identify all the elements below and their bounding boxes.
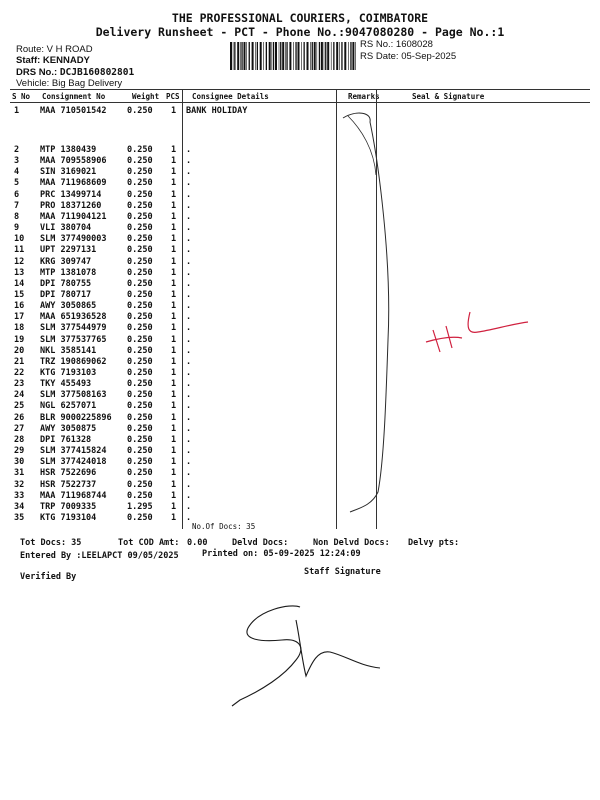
row-weight: 0.250 (127, 278, 153, 289)
row-weight: 0.250 (127, 334, 153, 345)
row-pcs: 1 (171, 390, 177, 401)
row-consignee: . (186, 446, 192, 457)
red-initials-mark (426, 312, 528, 352)
row-weight: 0.250 (127, 234, 153, 245)
row-pcs: 1 (171, 245, 177, 256)
row-consignment: DPI 780755 (40, 278, 92, 289)
drs-value: DCJB160802801 (59, 67, 135, 78)
row-consignment: MTP 1381078 (40, 267, 97, 278)
row-consignee: . (186, 379, 192, 390)
row-consignment: DPI 780717 (40, 289, 92, 300)
row-weight: 0.250 (127, 267, 153, 278)
row-consignment: BLR 9000225896 (40, 412, 112, 423)
row-consignment: NKL 3585141 (40, 345, 97, 356)
row-consignment: SLM 377544979 (40, 323, 107, 334)
row-weight: 0.250 (127, 289, 153, 300)
col-weight: Weight (130, 90, 164, 103)
row-consignee: . (186, 223, 192, 234)
row-consignee: . (186, 267, 192, 278)
row-pcs: 1 (171, 323, 177, 334)
col-remarks: Remarks (346, 90, 390, 103)
row-sno: 33 (14, 490, 25, 501)
row-consignee: . (186, 145, 192, 155)
row-sno: 9 (14, 223, 20, 234)
row-consignee: . (186, 401, 192, 412)
row-pcs: 1 (171, 479, 177, 490)
row-consignment: TKY 455493 (40, 379, 92, 390)
row-weight: 0.250 (127, 457, 153, 468)
row-consignee: . (186, 423, 192, 434)
no-of-docs: No.Of Docs: 35 (192, 522, 256, 531)
row-consignment: KRG 309747 (40, 256, 92, 267)
col-consignee: Consignee Details (190, 90, 346, 103)
row-weight: 0.250 (127, 379, 153, 390)
row-consignee: . (186, 211, 192, 222)
row-sno: 24 (14, 390, 25, 401)
row-sno: 17 (14, 312, 25, 323)
row-sno: 21 (14, 356, 25, 367)
row-weight: 0.250 (127, 211, 153, 222)
row-weight: 0.250 (127, 145, 153, 155)
row-consignee: . (186, 245, 192, 256)
col-consignment: Consignment No (40, 90, 130, 103)
row-sno: 7 (14, 200, 20, 211)
row-consignee: . (186, 457, 192, 468)
row-consignee: . (186, 345, 192, 356)
entered-by: Entered By :LEELAPCT 09/05/2025 (20, 551, 179, 561)
row-pcs: 1 (171, 379, 177, 390)
row-weight: 0.250 (127, 401, 153, 412)
row-consignee: . (186, 356, 192, 367)
row-consignee: . (186, 278, 192, 289)
verified-by: Verified By (20, 572, 77, 582)
vehicle-value: Big Bag Delivery (51, 78, 123, 89)
row-sno: 5 (14, 178, 20, 189)
row-pcs: 1 (171, 178, 177, 189)
row-sno: 11 (14, 245, 25, 256)
row-sno: 12 (14, 256, 25, 267)
row-sno: 28 (14, 434, 25, 445)
row-pcs: 1 (171, 501, 177, 512)
row-consignee: . (186, 189, 192, 200)
row-consignment: SLM 377490003 (40, 234, 107, 245)
row-sno: 31 (14, 468, 25, 479)
row-consignee: . (186, 301, 192, 312)
row-sno: 2 (14, 145, 20, 155)
row-consignment: HSR 7522737 (40, 479, 97, 490)
row-weight: 0.250 (127, 356, 153, 367)
row-sno: 35 (14, 512, 25, 523)
tot-docs: Tot Docs: 35 (20, 538, 82, 548)
row-consignee: . (186, 334, 192, 345)
row-weight: 1.295 (127, 501, 153, 512)
row-consignee: . (186, 256, 192, 267)
row-weight: 0.250 (127, 156, 153, 167)
row-consignment: MAA 711968609 (40, 178, 107, 189)
delvy-pts: Delvy pts: (408, 538, 460, 548)
row-consignment: DPI 761328 (40, 434, 92, 445)
row-consignee: . (186, 512, 192, 523)
row-pcs: 1 (171, 189, 177, 200)
row-weight: 0.250 (127, 368, 153, 378)
rs-no-label: RS No.: (360, 39, 394, 50)
row-pcs: 1 (171, 446, 177, 457)
row-weight: 0.250 (127, 189, 153, 200)
row-consignment: KTG 7193104 (40, 512, 97, 523)
row-consignment: TRP 7009335 (40, 501, 97, 512)
row-pcs: 1 (171, 289, 177, 300)
row-sno: 16 (14, 301, 25, 312)
row-consignee: BANK HOLIDAY (186, 106, 248, 116)
row-sno: 30 (14, 457, 25, 468)
delvd-docs: Delvd Docs: (232, 538, 289, 548)
row-weight: 0.250 (127, 167, 153, 178)
row-weight: 0.250 (127, 312, 153, 323)
row-consignee: . (186, 501, 192, 512)
row-weight: 0.250 (127, 412, 153, 423)
row-weight: 0.250 (127, 178, 153, 189)
row-consignment: HSR 7522696 (40, 468, 97, 479)
row-weight: 0.250 (127, 200, 153, 211)
row-consignee: . (186, 368, 192, 378)
row-consignee: . (186, 167, 192, 178)
row-consignment: MAA 651936528 (40, 312, 107, 323)
row-consignment: VLI 380704 (40, 223, 92, 234)
drs-label: DRS No.: (16, 67, 58, 78)
row-sno: 18 (14, 323, 25, 334)
row-weight: 0.250 (127, 345, 153, 356)
row-weight: 0.250 (127, 490, 153, 501)
printed-on: Printed on: 05-09-2025 12:24:09 (202, 549, 361, 559)
row-consignment: SLM 377424018 (40, 457, 107, 468)
row-pcs: 1 (171, 234, 177, 245)
row-pcs: 1 (171, 256, 177, 267)
row-weight: 0.250 (127, 446, 153, 457)
row-pcs: 1 (171, 356, 177, 367)
row-sno: 34 (14, 501, 25, 512)
row-sno: 8 (14, 211, 20, 222)
row-sno: 26 (14, 412, 25, 423)
row-weight: 0.250 (127, 301, 153, 312)
row-weight: 0.250 (127, 323, 153, 334)
row-consignee: . (186, 323, 192, 334)
row-consignee: . (186, 312, 192, 323)
row-consignee: . (186, 289, 192, 300)
row-sno: 23 (14, 379, 25, 390)
row-sno: 1 (14, 106, 20, 116)
remarks-bracket-inner (348, 116, 376, 175)
row-weight: 0.250 (127, 423, 153, 434)
row-consignee: . (186, 468, 192, 479)
staff-value: KENNADY (42, 55, 90, 66)
row-consignment: TRZ 190869062 (40, 356, 107, 367)
route-label: Route: (16, 44, 44, 55)
row-pcs: 1 (171, 167, 177, 178)
vehicle-label: Vehicle: (16, 78, 50, 89)
row-pcs: 1 (171, 145, 177, 155)
row-consignment: PRO 18371260 (40, 200, 102, 211)
row-sno: 4 (14, 167, 20, 178)
staff-label: Staff: (16, 55, 41, 66)
row-pcs: 1 (171, 312, 177, 323)
row-pcs: 1 (171, 423, 177, 434)
staff-signature-label: Staff Signature (304, 567, 381, 577)
row-sno: 20 (14, 345, 25, 356)
runsheet-subtitle: Delivery Runsheet - PCT - Phone No.:9047080280 - Page No.:1 (95, 25, 505, 39)
row-pcs: 1 (171, 468, 177, 479)
row-sno: 19 (14, 334, 25, 345)
row-consignee: . (186, 479, 192, 490)
row-consignee: . (186, 412, 192, 423)
row-consignee: . (186, 156, 192, 167)
row-pcs: 1 (171, 457, 177, 468)
tot-cod-label: Tot COD Amt: (118, 538, 180, 548)
row-consignment: SLM 377537765 (40, 334, 107, 345)
row-consignee: . (186, 200, 192, 211)
route-value: V H ROAD (46, 44, 93, 55)
col-pcs: PCS (164, 90, 190, 103)
row-weight: 0.250 (127, 390, 153, 401)
row-consignment: MAA 710501542 (40, 106, 107, 116)
col-seal: Seal & Signature (390, 90, 590, 103)
row-pcs: 1 (171, 490, 177, 501)
row-pcs: 1 (171, 334, 177, 345)
row-pcs: 1 (171, 368, 177, 378)
row-pcs: 1 (171, 156, 177, 167)
rs-date-label: RS Date: (360, 51, 399, 62)
row-pcs: 1 (171, 211, 177, 222)
row-sno: 25 (14, 401, 25, 412)
row-pcs: 1 (171, 512, 177, 523)
row-consignment: PRC 13499714 (40, 189, 102, 200)
row-weight: 0.250 (127, 512, 153, 523)
row-weight: 0.250 (127, 256, 153, 267)
row-consignment: KTG 7193103 (40, 368, 97, 378)
row-pcs: 1 (171, 278, 177, 289)
row-consignee: . (186, 178, 192, 189)
row-weight: 0.250 (127, 434, 153, 445)
row-consignee: . (186, 434, 192, 445)
row-consignment: SLM 377415824 (40, 446, 107, 457)
company-title: THE PROFESSIONAL COURIERS, COIMBATORE (171, 11, 429, 25)
row-consignment: AWY 3050875 (40, 423, 97, 434)
row-consignee: . (186, 490, 192, 501)
row-consignment: NGL 6257071 (40, 401, 97, 412)
row-consignee: . (186, 390, 192, 401)
rs-date-value: 05-Sep-2025 (401, 51, 457, 62)
row-consignment: MAA 711904121 (40, 211, 107, 222)
rs-no-value: 1608028 (395, 39, 433, 50)
row-consignment: AWY 3050865 (40, 301, 97, 312)
row-consignment: SIN 3169021 (40, 167, 97, 178)
row-weight: 0.250 (127, 223, 153, 234)
row-pcs: 1 (171, 106, 177, 116)
row-pcs: 1 (171, 200, 177, 211)
remarks-bracket-stroke (343, 113, 389, 512)
tot-cod-value: 0.00 (187, 538, 208, 548)
non-delvd-docs: Non Delvd Docs: (313, 538, 390, 548)
row-sno: 13 (14, 267, 25, 278)
row-pcs: 1 (171, 412, 177, 423)
row-sno: 22 (14, 368, 25, 378)
row-consignment: SLM 377508163 (40, 390, 107, 401)
staff-signature-scrawl (232, 606, 380, 706)
row-pcs: 1 (171, 267, 177, 278)
row-weight: 0.250 (127, 106, 153, 116)
row-pcs: 1 (171, 301, 177, 312)
row-weight: 0.250 (127, 468, 153, 479)
row-pcs: 1 (171, 434, 177, 445)
row-pcs: 1 (171, 401, 177, 412)
row-sno: 29 (14, 446, 25, 457)
col-sno: S No (10, 90, 40, 103)
row-consignee: . (186, 234, 192, 245)
row-pcs: 1 (171, 345, 177, 356)
row-consignment: MTP 1380439 (40, 145, 97, 155)
row-sno: 3 (14, 156, 20, 167)
row-pcs: 1 (171, 223, 177, 234)
row-consignment: MAA 709558906 (40, 156, 107, 167)
row-consignment: UPT 2297131 (40, 245, 97, 256)
row-consignment: MAA 711968744 (40, 490, 107, 501)
row-sno: 6 (14, 189, 20, 200)
row-sno: 15 (14, 289, 25, 300)
row-sno: 27 (14, 423, 25, 434)
row-weight: 0.250 (127, 245, 153, 256)
row-sno: 14 (14, 278, 25, 289)
row-sno: 32 (14, 479, 25, 490)
row-weight: 0.250 (127, 479, 153, 490)
row-sno: 10 (14, 234, 25, 245)
